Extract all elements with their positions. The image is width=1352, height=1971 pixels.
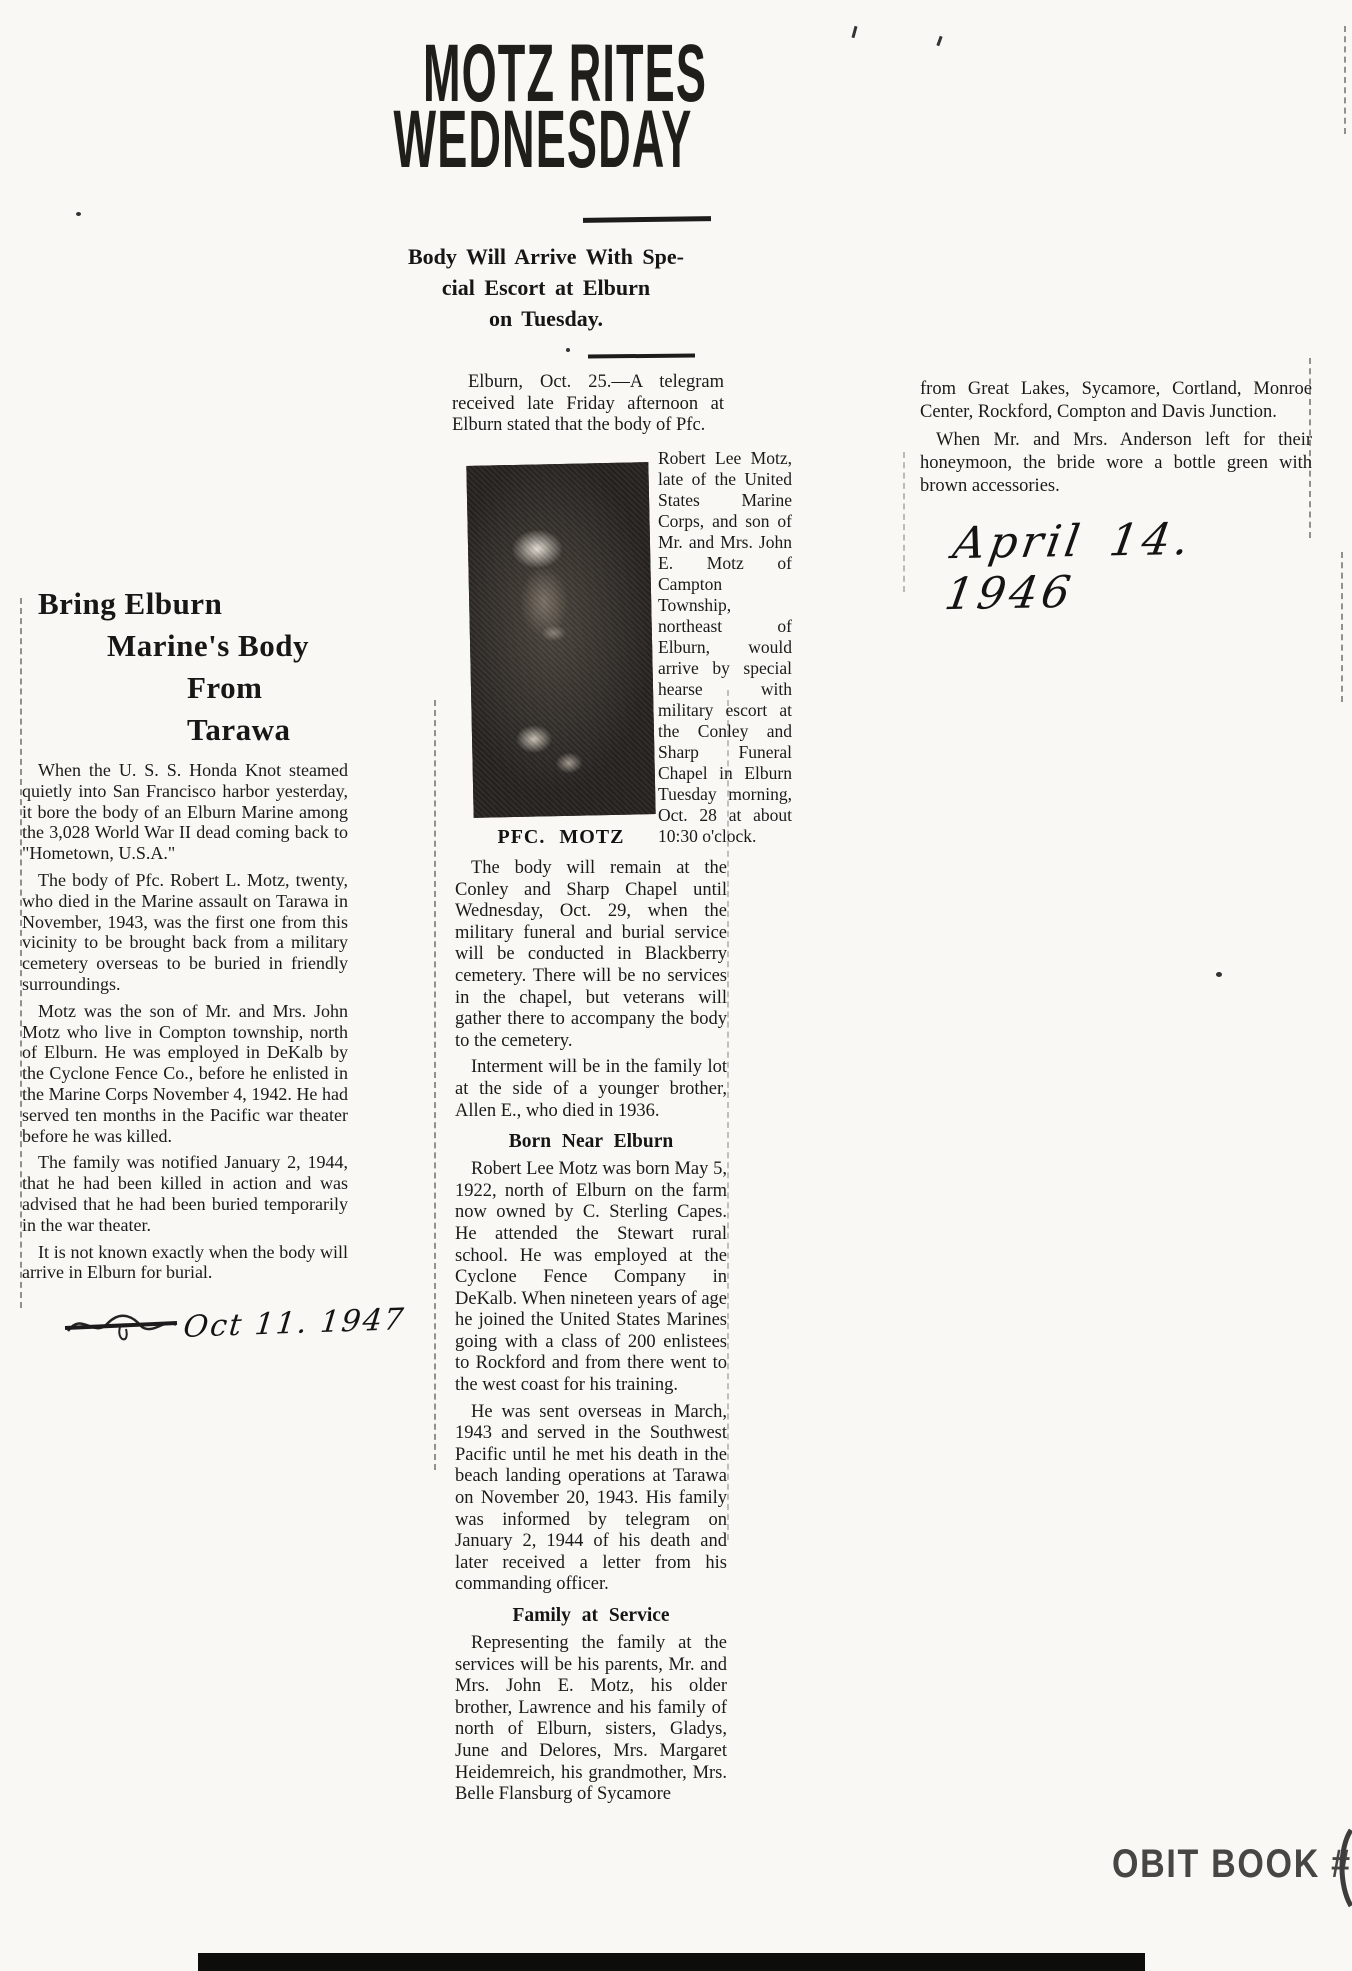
clipping-edge-dashes [1341,552,1343,702]
scan-speck [1216,972,1222,977]
article-paragraph: He was sent overseas in March, 1943 and served in the Southwest Pacific until he met his death in the beach landing operations at Tarawa on November 20, 1943. His family was informed by telegram on January 2, 1944 of his death and later received a letter from his commanding officer. [455,1401,727,1595]
scan-speck [566,348,570,352]
main-article-body [455,858,727,1811]
article-paragraph: from Great Lakes, Sycamore, Cortland, Monroe Center, Rockford, Compton and Davis Junction. [920,379,1312,422]
article-paragraph: The body of Pfc. Robert L. Motz, twenty, who died in the Marine assault on Tarawa in November, 1943, was the first one from this vicinity to be brought back from a military cemetery overseas to be buried in friendly surroundings. [22,869,348,994]
article-paragraph: When the U. S. S. Honda Knot steamed quietly into San Francisco harbor yesterday, it bore the body of an Elburn Marine among the 3,028 World War II dead coming back to "Hometown, U.S.A." [22,760,348,864]
scan-speck [76,212,81,216]
dateline-paragraph-block [452,372,724,442]
left-headline-line2: Marine's Body [107,628,309,663]
left-headline-line1: Bring Elburn [38,586,223,621]
article-paragraph: Motz was the son of Mr. and Mrs. John Motz who live in Compton township, north of Elburn. He was employed in DeKalb by the Cyclone Fence Co., before he enlisted in the Marine Corps November 4, 1942. He had served ten months in the Pacific war theater before he was killed. [22,1000,348,1146]
article-paragraph: Interment will be in the family lot at the side of a younger brother, Allen E., who died in 1936. [455,1057,727,1121]
scan-speck [851,26,857,38]
scan-speck [936,36,942,46]
handwritten-scribble [62,1301,180,1345]
dateline-paragraph: Elburn, Oct. 25.—A telegram received late Friday afternoon at Elburn stated that the body of Pfc. [452,372,724,436]
article-paragraph: The family was notified January 2, 1944, that he had been killed in action and was advised that he had been buried temporarily in the war theater. [22,1152,348,1235]
article-paragraph: Representing the family at the services will be his parents, Mr. and Mrs. John E. Motz, his older brother, Lawrence and his family of north of Elburn, sisters, Gladys, June and Delores, Mrs. Margaret Heidemreich, his grandmother, Mrs. Belle Flansburg of Sycamore [455,1633,727,1805]
headline-rule-top [583,216,711,223]
left-article-headline [22,583,348,751]
handwritten-date-left: Oct 11. 1947 [181,1301,407,1345]
handwritten-date-row [62,1301,407,1345]
main-headline [370,28,760,193]
main-subheadline [398,241,694,334]
section-heading-family-at-service: Family at Service [512,1605,670,1626]
clipping-edge-dashes [1344,26,1346,134]
left-article [22,583,407,1345]
clipping-edge-dashes [903,452,905,592]
article-paragraph: The body will remain at the Conley and Sharp Chapel until Wednesday, Oct. 29, when the military funeral and burial service will be conducted in Blackberry cemetery. There will be no services in the chapel, but veterans will gather there to accompany the body to the cemetery. [455,858,727,1051]
subhead-line-3: on Tuesday. [488,306,604,331]
stamp-partial-circle-mark [1338,1828,1352,1913]
clipping-edge-dashes [727,690,729,1540]
pfc-motz-portrait-photo [466,462,655,818]
scan-black-strip [198,1953,1145,1971]
section-heading-born-near-elburn: Born Near Elburn [508,1131,674,1153]
subhead-line-1: Body Will Arrive With Spe- [408,244,684,269]
photo-wrap-text: Robert Lee Motz, late of the United States Marine Corps, and son of Mr. and Mrs. John E. Motz of Campton Township, northeast of Elburn, would arrive by special hearse with military escort at the Conley and Sharp Funeral Chapel in Elburn Tuesday morning, Oct. 28 at about 10:30 o'clock. [658,448,792,846]
subhead-line-2: cial Escort at Elburn [441,275,651,300]
handwritten-date-right: April 14. 1946 [941,514,1197,621]
headline-rule-bottom [588,353,695,358]
left-headline-line3: From Tarawa [187,670,291,747]
article-paragraph: It is not known exactly when the body will arrive in Elburn for burial. [22,1241,348,1283]
obit-book-stamp: OBIT BOOK # [1112,1842,1352,1886]
clipping-edge-dashes [434,700,436,1470]
article-paragraph: Robert Lee Motz was born May 5, 1922, north of Elburn on the farm now owned by C. Sterling Capes. He attended the Stewart rural school. He was employed at the Cyclone Fence Company in DeKalb. When nineteen years of age he joined the United States Marines going with a class of 200 enlistees to Rockford and from there went to the west coast for his training. [455,1159,727,1396]
main-headline-line2: WEDNESDAY [393,94,693,186]
article-paragraph: When Mr. and Mrs. Anderson left for their honeymoon, the bride wore a bottle green with brown accessories. [920,430,1312,496]
right-article [920,378,1312,621]
main-headline-line1: MOTZ RITES [422,28,708,120]
clipping-edge-dashes [20,598,22,1308]
photo-caption: PFC. MOTZ [497,826,625,848]
clipping-edge-dashes [1309,358,1311,538]
